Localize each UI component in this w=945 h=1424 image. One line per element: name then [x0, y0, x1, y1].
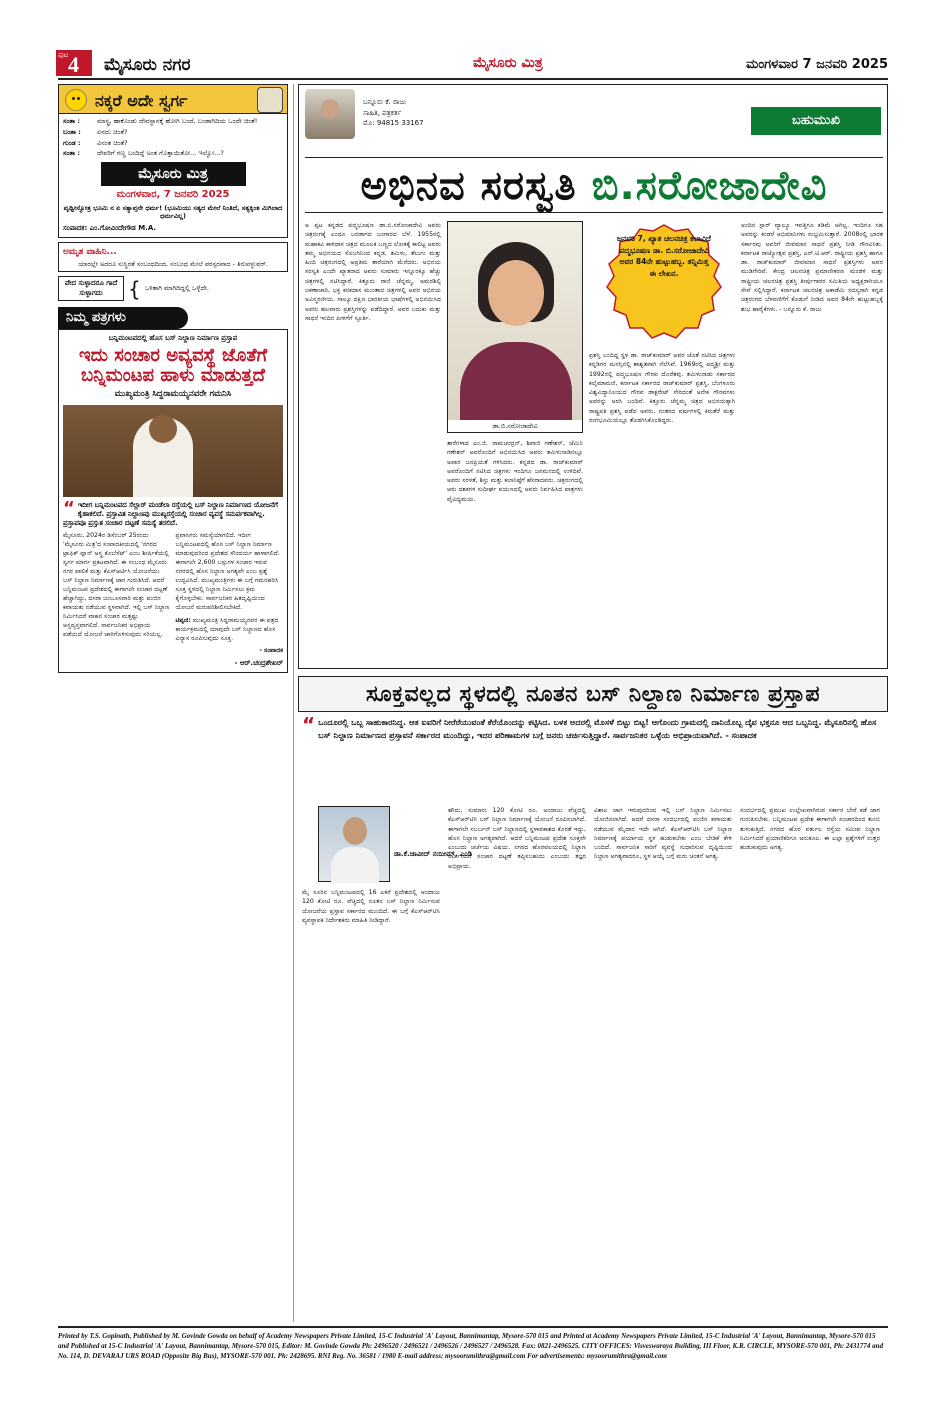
feature-col-2: ತಾರೆಗಳಾದ ಎಂ.ಜಿ. ರಾಮಚಂದ್ರನ್, ಶಿವಾಜಿ ಗಣೇಶನ್, ಜೆಮಿನಿ ಗಣೇಶನ್ ಅವರೊಂದಿಗೆ ಅಭಿನಯಿಸಿದ ಅವರು ತಮಿಳುನಾಡಿನಲ್ಲೂ ಅಪಾರ ಜನಪ್ರಿಯತೆ ಗಳಿಸಿದರು. ಕನ್ನಡದ ಡಾ. ರಾಜ್‌ಕುಮಾರ್ ಅವರೊಂದಿಗೆ ನಟಿಸಿದ ಚಿತ್ರಗಳು ಇಂದಿಗೂ ಜನಮನದಲ್ಲಿ ಉಳಿದಿವೆ. ಅವರು ಸರಳತೆ, ಶಿಸ್ತು ಮತ್ತು ಕಲಾನಿಷ್ಠೆಗೆ ಹೆಸರಾದವರು. ಚಿತ್ರರಂಗದಲ್ಲಿ ಆರು ದಶಕಗಳ ಸುದೀರ್ಘ ಪಯಣದಲ್ಲಿ ಅವರು ನಿರ್ವಹಿಸಿದ ಪಾತ್ರಗಳು ವೈವಿಧ್ಯಮಯ. [447, 440, 583, 503]
callout-text: ಜನವರಿ 7, ಖ್ಯಾತ ಚಲನಚಿತ್ರ ಕಲಾವಿದೆ ಪದ್ಮಭೂಷಣ ಡಾ. ಬಿ.ಸರೋಜಾದೇವಿ ಅವರ 84ನೇ ಹುಟ್ಟುಹಬ್ಬ. ತನ್ನಿಮಿತ್ತ ಈ ಲೇಖನ. [617, 234, 711, 278]
feature-col-3: ಪ್ರಶಸ್ತಿ ಬಂದಿದ್ದ ಸ್ಥಳ ಡಾ. ರಾಜ್‌ಕುಮಾರ್ ಅವರ ಜೊತೆ ನಟಿಸಿದ ಚಿತ್ರಗಳು ಕನ್ನಡಿಗರ ಮನಸ್ಸಿನಲ್ಲಿ ಶಾಶ್ವತವಾಗಿ ನೆಲೆಸಿವೆ. 1969ರಲ್ಲಿ ಪದ್ಮಶ್ರೀ ಮತ್ತು 1992ರಲ್ಲಿ ಪದ್ಮಭೂಷಣ ಗೌರವ ದೊರೆತವು. ತಮಿಳುನಾಡು ಸರ್ಕಾರದ ಕಲೈಮಾಮಣಿ, ಕರ್ನಾಟಕ ಸರ್ಕಾರದ ರಾಜ್‌ಕುಮಾರ್ ಪ್ರಶಸ್ತಿ, ಬೆಂಗಳೂರು ವಿಶ್ವವಿದ್ಯಾನಿಲಯದ ಗೌರವ ಡಾಕ್ಟರೇಟ್ ಸೇರಿದಂತೆ ಅನೇಕ ಗೌರವಗಳು ಅವರನ್ನು ಅರಸಿ ಬಂದಿವೆ. ಕಿತ್ತೂರು ಚೆನ್ನಮ್ಮ ಚಿತ್ರದ ಅಭಿನಯಕ್ಕಾಗಿ ರಾಷ್ಟ್ರಪತಿ ಪ್ರಶಸ್ತಿ ಪಡೆದ ಅವರು, ನಂತರದ ವರ್ಷಗಳಲ್ಲಿ ಕಿರುತೆರೆ ಮತ್ತು ರಂಗಭೂಮಿಯಲ್ಲೂ ತೊಡಗಿಸಿಕೊಂಡಿದ್ದರು. [589, 352, 735, 425]
bus-col-1: ಮೈ ಸೂರಿನ ಬನ್ನಿಮಂಟಪದಲ್ಲಿ 16 ಎಕರೆ ಪ್ರದೇಶದಲ್ಲಿ ಅಂದಾಜು 120 ಕೋಟಿ ರೂ. ವೆಚ್ಚದಲ್ಲಿ ನೂತನ ಬಸ್ ನಿಲ್ದಾಣ ನಿರ್ಮಿಸುವ ಯೋಜನೆಯ ಪ್ರಸ್ತಾಪ ಸರ್ಕಾರದ ಮುಂದಿದೆ. ಈ ಬಗ್ಗೆ ಕೆಎಸ್‌ಆರ್‌ಟಿಸಿ ವ್ಯವಸ್ಥಾಪಕ ನಿರ್ದೇಶಕರು ಮಾಹಿತಿ ನೀಡಿದ್ದಾರೆ. [302, 889, 440, 924]
letter-pullquote: “ ಇದೀಗ ಬನ್ನಿಮಂಟಪದ ಸೆಲ್ಲಾರ್ ಮಂಡೆಲಾ ರಸ್ತೆಯಲ್ಲಿ ಬಸ್ ನಿಲ್ದಾಣ ನಿರ್ಮಾಣದ ಯೋಜನೆಗೆ ಕೈಹಾಕಲಿದೆ. ಪ್ರಸ್ತಾವಿತ ನಿಲ್ದಾಣವು ಮುಖ್ಯರಸ್ತೆಯಲ್ಲಿ ಸಂಚಾರ ವ್ಯವಸ್ಥೆ ಸಮರ್ಪಕವಾಗಿಲ್ಲ. ಪ್ರಸ್ತಾಪವೂ ಪ್ರಸ್ತುತ ಸಂಚಾರ ದಟ್ಟಣೆ ಸಮಸ್ಯೆ ತರಲಿದೆ. [63, 497, 278, 527]
proverb: ವೇದ ಸುಳ್ಳಾದರೂ ಗಾದೆ ಸುಳ್ಳಾಗದು [58, 276, 124, 301]
mini-masthead-motto: ಪೃಥ್ವೀಸ್ವೋತ್ರ ಭೂಮಿ ನ ಏ ಸತ್ಯಾಪ್ತನೇ ಧರ್ಮ! (ಭೂಮಿಯು ಸತ್ಯದ ಮೇಲೆ ನಿಂತಿದೆ, ಸತ್ಯಕ್ಕಿಂತ ಮಿಗಿಲಾದ ಧರ್ಮವಿಲ್ಲ) [63, 203, 283, 221]
humor-title: ನಕ್ಕರೆ ಅದೇ ಸ್ವರ್ಗ [95, 91, 188, 110]
editor-line: ಸಂಪಾದಕ: ಎಂ.ಗೋವಿಂದೇಗೌಡ M.A. [63, 224, 157, 233]
page-masthead [58, 50, 888, 80]
left-column [58, 84, 288, 673]
letter-article [58, 329, 288, 673]
page-label: ಪುಟ [58, 51, 69, 59]
column-divider [293, 84, 294, 1322]
letter-col-2: ಪ್ರವಾಸಿಗರು ಸಮಸ್ಯೆಯಾಗಲಿದೆ. ಇದೀಗ ಬನ್ನಿಮಂಟಪದಲ್ಲಿ ಹೊಸ ಬಸ್ ನಿಲ್ದಾಣ ನಿರ್ಮಾಣ ಮಾಡುವುದರಿಂದ ಪ್ರದೇಶದ ಸೌಂದರ್ಯ ಹಾಳಾಗಲಿದೆ. ಈಗಾಗಲೇ 2,600 ಬಸ್ಸುಗಳ ಸಂಚಾರ ಇರುವ ನಗರದಲ್ಲಿ ಹೊಸ ನಿಲ್ದಾಣ ಅಗತ್ಯವೇ ಎಂಬ ಪ್ರಶ್ನೆ ಉದ್ಭವಿಸಿದೆ. ಮುಖ್ಯಮಂತ್ರಿಗಳು ಈ ಬಗ್ಗೆ ಗಮನಹರಿಸಿ ಸೂಕ್ತ ಸ್ಥಳದಲ್ಲಿ ನಿಲ್ದಾಣ ನಿರ್ಮಿಸಲು ಕ್ರಮ ಕೈಗೊಳ್ಳಬೇಕು. ಸಾರ್ವಜನಿಕರ ಹಿತದೃಷ್ಟಿಯಿಂದ ಯೋಜನೆ ಮರುಪರಿಶೀಲಿಸಬೇಕಿದೆ. ಟಿಪ್ಪಣಿ: ಮುಖ್ಯಮಂತ್ರಿ ಸಿದ್ದರಾಮಯ್ಯನವರ ಈ ಪತ್ರದ ಕಾರ್ಯಕ್ರಮದಲ್ಲಿ ಯಾವುದೇ ಬಸ್ ನಿಲ್ದಾಣದ ಹೊಸ ವಿನ್ಯಾಸ ರೂಪಿಸುವುದು ಸೂಕ್ತ. - ಸಂಪಾದಕ [175, 532, 283, 654]
joke-line: ಸಂತಾ : ದೇವರಿಗೆ ಗಣ್ಣ ಬಂದಿದ್ದೆ ಅಂತ ಗೊತ್ತಾಯಿತೋ... ಇಲ್ವೋ...? [63, 149, 224, 158]
joke-line: ಬಂತಾ : ಏನದು ಚಿಂತೆ? [63, 127, 128, 136]
humor-box [58, 114, 288, 238]
mini-masthead-date: ಮಂಗಳವಾರ, 7 ಜನವರಿ 2025 [116, 189, 230, 201]
cartoon-figure-icon [257, 87, 283, 113]
photo-caption: ಡಾ.ಬಿ.ಸರೋಜಾದೇವಿ [448, 420, 582, 432]
section-tag: ಬಹುಮುಖಿ [751, 107, 881, 135]
proverb-meaning: ಒಳಿತಾಗಿ ಮಾಗಿದಿದ್ದಲ್ಲಿ ಒಳ್ಳೆದೇ. [144, 284, 209, 293]
bus-col-3: ವಿಶಾಲ ಜಾಗ ಇರುವುದರಿಂದ ಇಲ್ಲಿ ಬಸ್ ನಿಲ್ದಾಣ ನಿರ್ಮಿಸಲು ಯೋಜಿಸಲಾಗಿದೆ. ಆದರೆ ದಸರಾ ಸಂದರ್ಭದಲ್ಲಿ ಪಂಜಿನ ಕವಾಯತು ನಡೆಯುವ ಮೈದಾನ ಇದೇ ಆಗಿದೆ. ಕೆಎಸ್‌ಆರ್‌ಟಿಸಿ ಬಸ್ ನಿಲ್ದಾಣ ನಿರ್ಮಾಣಕ್ಕೆ ಪರ್ಯಾಯ ಸ್ಥಳ ಹುಡುಕಬೇಕು ಎಂಬ ಬೇಡಿಕೆ ಕೇಳಿ ಬಂದಿದೆ. ಸಾರ್ವಜನಿಕ ಸಾರಿಗೆ ವ್ಯವಸ್ಥೆ ಸುಧಾರಿಸುವ ದೃಷ್ಟಿಯಿಂದ ನಿಲ್ದಾಣ ಅಗತ್ಯವಾದರೂ, ಸ್ಥಳ ಆಯ್ಕೆ ಬಗ್ಗೆ ಮರು ಚಿಂತನೆ ಅಗತ್ಯ. [594, 807, 732, 861]
letter-subhead: ಮುಖ್ಯಮಂತ್ರಿ ಸಿದ್ದರಾಮಯ್ಯನವರೇ ಗಮನಿಸಿ [114, 389, 232, 400]
quote-mark-icon: “ [302, 713, 316, 737]
amrita-quote: ಯಾರಲ್ಲೇ ಅದರೂ ಸುಸ್ಥಿರತೆ ಸಂಬಂಧದಿಂದ, ಸಂಬಂಧ ಮೇಲೆ ಪರಸ್ಪರವಾದ - ತಿರುವಳ್ಳುವರ್. [78, 259, 268, 268]
joke-line: ಗುಂಡ : ವಿನಂತ ಚಿಂತೆ? [63, 138, 128, 147]
joke-line: ಸಂತಾ : ಮಾಸ್ಟ್ರ, ಹಾಕೊಂಡು ದೇವಸ್ಥಾನಕ್ಕೆ ಹೋಗಿ ಬಂದೆ, ಬಂಡಾಗಿದಿಯ ಒಂದೇ ಚಿಂತೆ! [63, 117, 258, 125]
humor-header [58, 84, 288, 114]
issue-date: ಮಂಗಳವಾರ 7 ಜನವರಿ 2025 [745, 57, 888, 72]
bus-body [298, 806, 888, 1334]
feature-article [298, 84, 888, 669]
feature-body [305, 221, 883, 665]
official-photo [318, 806, 390, 882]
bus-col-4: ಸಂದರ್ಭದಲ್ಲಿ ಪ್ರಮುಖ ಉಲ್ಲೇಖವಾಗಿರುವ ಸರ್ಕಾರ ಬೇರೆ ಕಡೆ ಜಾಗ ಗುರುತಿಸಬೇಕು. ಬನ್ನಿಮಂಟಪ ಪ್ರದೇಶ ಈಗಾಗಲೇ ಸಂಚಾರದಿಂದ ತುಂಬಿ ತುಳುಕುತ್ತಿದೆ. ನಗರದ ಹೊರ ವರ್ತುಲ ರಸ್ತೆಯ ಸಮೀಪ ನಿಲ್ದಾಣ ನಿರ್ಮಿಸಿದರೆ ಪ್ರಯಾಣಿಕರಿಗೂ ಅನುಕೂಲ. ಈ ಎಲ್ಲಾ ಪ್ರಶ್ನೆಗಳಿಗೆ ಉತ್ತರ ಹುಡುಕುವುದು ಅಗತ್ಯ. [740, 807, 880, 852]
official-caption: ಡಾ.ಕೆ.ಜಾವೀದ್ ನಯೀಮ್, ಎಂಡಿ [394, 850, 473, 858]
letter-col-1: ಮೈಸೂರು, 2024ರ ಡಿಸೆಂಬರ್ 25ರಂದು 'ಮೈಸೂರು ಮಿತ್ರ'ದ ಸಂಪಾದಕೀಯದಲ್ಲಿ 'ನಗರದ ಟ್ರಾಫಿಕ್ ಪ್ಲಾನ್ ಅಸ್ತ್ರ ಕೊಬೆಸೆಟ್' ಎಂಬ ಶೀರ್ಷಿಕೆಯಲ್ಲಿ ಸ್ವರ್ಗ ಮಾರ್ಗ ಪ್ರಕಟವಾಗಿದೆ. ಈ ಸಂಬಂಧ ಮೈಸೂರು ನಗರ ಪಾಲಿಕೆ ಮತ್ತು ಕೆಎಸ್ಆರ್ಟಿಸಿ ಯೋಜನೆಯು ಬಸ್ ನಿಲ್ದಾಣ ನಿರ್ಮಾಣಕ್ಕೆ ಜಾಗ ಗುರುತಿಸಿದೆ. ಆದರೆ ಬನ್ನಿಮಂಟಪ ಪ್ರದೇಶದಲ್ಲಿ ಈಗಾಗಲೇ ಸಂಚಾರ ದಟ್ಟಣೆ ಹೆಚ್ಚಾಗಿದ್ದು, ದಸರಾ ಜಂಬೂಸವಾರಿ ಮತ್ತು ಪಂಜಿನ ಕವಾಯತು ನಡೆಯುವ ಸ್ಥಳವಾಗಿದೆ. ಇಲ್ಲಿ ಬಸ್ ನಿಲ್ದಾಣ ನಿರ್ಮಿಸಿದರೆ ವಾಹನ ಸಂಚಾರ ಮತ್ತಷ್ಟು ಅಸ್ತವ್ಯಸ್ತವಾಗಲಿದೆ. ಸಾರ್ವಜನಿಕರ ಅಭಿಪ್ರಾಯ ಪಡೆಯದೆ ಯೋಜನೆ ಜಾರಿಗೊಳಿಸುವುದು ಸರಿಯಲ್ಲ. [63, 532, 170, 638]
bus-headline: ಸೂಕ್ತವಲ್ಲದ ಸ್ಥಳದಲ್ಲಿ ನೂತನ ಬಸ್ ನಿಲ್ದಾಣ ನಿರ್ಮಾಣ ಪ್ರಸ್ತಾಪ [298, 676, 888, 712]
actress-portrait [447, 221, 583, 433]
laughing-face-icon [65, 89, 87, 111]
chief-minister-photo [63, 405, 283, 497]
amrita-title: ಅಮೃತ ವಾಹಿನಿ... [63, 246, 117, 257]
proverb-box [58, 276, 288, 301]
author-block [305, 89, 705, 139]
author-role: ಸಾಹಿತಿ, ಪತ್ರಕರ್ತ [363, 108, 402, 117]
author-name: ಬನ್ನೂರು ಕೆ. ರಾಜು [363, 98, 407, 106]
paper-name: ಮೈಸೂರು ಮಿತ್ರ [473, 55, 543, 71]
letter-author: - ಆರ್.ಚಂದ್ರಶೇಖರ್ [234, 658, 283, 667]
letter-body [63, 532, 283, 656]
letter-kicker: ಬನ್ನಿಮಂಟಪದಲ್ಲಿ ಹೊಸ ಬಸ್ ನಿಲ್ದಾಣ ನಿರ್ಮಾಣ ಪ್ರಸ್ತಾಪ [108, 334, 238, 343]
feature-col-4: ಅಂದಿನ ಸ್ಟಾರ್ ವ್ಯಾಲ್ಯೂ ಇವತ್ತಿಗೂ ಕಡಿಮೆ ಆಗಿಲ್ಲ. ಇಂದಿಗೂ ಸಹ ಅವರನ್ನು ಕಂಡರೆ ಅಭಿಮಾನಿಗಳು ಸಂಭ್ರಮಿಸುತ್ತಾರೆ. 2008ರಲ್ಲಿ ಭಾರತ ಸರ್ಕಾರವು ಅವರಿಗೆ ಜೀವಮಾನ ಸಾಧನೆ ಪ್ರಶಸ್ತಿ ನೀಡಿ ಗೌರವಿಸಿತು. ಕರ್ನಾಟಕ ರಾಜ್ಯೋತ್ಸವ ಪ್ರಶಸ್ತಿ, ಎನ್.ಟಿ.ಆರ್. ರಾಷ್ಟ್ರೀಯ ಪ್ರಶಸ್ತಿ ಹಾಗೂ ಡಾ. ರಾಜ್‌ಕುಮಾರ್ ಜೀವಮಾನ ಸಾಧನೆ ಪ್ರಶಸ್ತಿಗಳು ಅವರ ಮುಡಿಗೇರಿವೆ. ಕೇಂದ್ರ ಚಲನಚಿತ್ರ ಪ್ರಮಾಣೀಕರಣ ಮಂಡಳಿ ಮತ್ತು ರಾಷ್ಟ್ರೀಯ ಚಲನಚಿತ್ರ ಪ್ರಶಸ್ತಿ ತೀರ್ಪುಗಾರರ ಸಮಿತಿಯ ಅಧ್ಯಕ್ಷರಾಗಿಯೂ ಸೇವೆ ಸಲ್ಲಿಸಿದ್ದಾರೆ. ಕರ್ನಾಟಕ ಚಲನಚಿತ್ರ ಅಕಾಡೆಮಿ ಸದಸ್ಯರಾಗಿ ಕನ್ನಡ ಚಿತ್ರರಂಗದ ಬೆಳವಣಿಗೆಗೆ ಕೊಡುಗೆ ನೀಡಿದ ಅವರ 84ನೇ ಹುಟ್ಟುಹಬ್ಬಕ್ಕೆ ಶುಭ ಹಾರೈಕೆಗಳು. - ಬನ್ನೂರು ಕೆ. ರಾಜು [741, 222, 883, 313]
quote-mark-icon: “ [63, 497, 75, 519]
brace-glyph: { [128, 276, 141, 301]
mini-masthead-logo: ಮೈಸೂರು ಮಿತ್ರ [101, 162, 246, 186]
bus-col-2: ಹೌದು, ಸುಮಾರು 120 ಕೋಟಿ ರೂ. ಅಂದಾಜು ವೆಚ್ಚದಲ್ಲಿ ಕೆಎಸ್‌ಆರ್‌ಟಿಸಿ ಬಸ್ ನಿಲ್ದಾಣ ನಿರ್ಮಾಣಕ್ಕೆ ಯೋಜನೆ ರೂಪಿಸಲಾಗಿದೆ. ಈಗಾಗಲೇ ಸಬರ್ಬನ್ ಬಸ್ ನಿಲ್ದಾಣದಲ್ಲಿ ಸ್ಥಳಾವಕಾಶದ ಕೊರತೆ ಇದ್ದು, ಹೊಸ ನಿಲ್ದಾಣ ಅಗತ್ಯವಾಗಿದೆ. ಆದರೆ ಬನ್ನಿಮಂಟಪ ಪ್ರದೇಶ ಸೂಕ್ತವೇ ಎಂಬುದು ಚರ್ಚೆಯ ವಿಷಯ. ನಗರದ ಹೊರವಲಯದಲ್ಲಿ ನಿಲ್ದಾಣ ನಿರ್ಮಿಸಿದರೆ ಸಂಚಾರ ದಟ್ಟಣೆ ತಪ್ಪಿಸಬಹುದು ಎಂಬುದು ತಜ್ಞರ ಅಭಿಪ್ರಾಯ. [448, 807, 586, 870]
letters-section-header: ನಿಮ್ಮ ಪತ್ರಗಳು [58, 307, 188, 329]
birthday-callout [595, 221, 733, 345]
amrita-box [58, 242, 288, 273]
print-imprint: Printed by T.S. Gopinath, Published by M. Govinde Gowda on behalf of Academy Newspapers Private Limited, 15-C Industrial 'A' Layout, Bannimantap, Mysore-570 015 and Printed at Academy Newspapers Private Limited, 15-C Industrial 'A' Layout, Bannimantap, Mysore-570 015 and Published at 15-C Industrial 'A' Layout, Bannimantap, Mysore-570 015, Editor: M. Govinde Gowda Ph: 2496520 / 2496521 / 2496526 / 2496527 / 2496528. Fax: 0821-2496525. CITY OFFICES: Visveswaraya Building, III Floor, K.R. CIRCLE, MYSORE-570 001, Ph: 2431774 and No. 114, D. DEVARAJ URS ROAD (Opposite Big Bus), MYSORE-570 001. Ph: 2428695. RNI Reg. No. 36581 / 1980 E-mail address: mysoorumithra@gmail.com For advertisements: mysoorumithra@gmail.com [58, 1326, 888, 1361]
headline-part-2: ಬಿ.ಸರೋಜಾದೇವಿ [591, 163, 828, 209]
letter-signoff: - ಸಂಪಾದಕ [259, 646, 283, 654]
section-name: ಮೈಸೂರು ನಗರ [104, 55, 191, 75]
letter-note: ಮುಖ್ಯಮಂತ್ರಿ ಸಿದ್ದರಾಮಯ್ಯನವರ ಈ ಪತ್ರದ ಕಾರ್ಯಕ್ರಮದಲ್ಲಿ ಯಾವುದೇ ಬಸ್ ನಿಲ್ದಾಣದ ಹೊಸ ವಿನ್ಯಾಸ ರೂಪಿಸುವುದು ಸೂಕ್ತ. [175, 616, 279, 642]
headline-part-1: ಅಭಿನವ ಸರಸ್ವತಿ [360, 163, 577, 209]
letter-headline: ಇದು ಸಂಚಾರ ಅವ್ಯವಸ್ಥೆ ಜೊತೆಗೆ ಬನ್ನಿಮಂಟಪ ಹಾಳು ಮಾಡುತ್ತದೆ [78, 344, 268, 387]
author-phone: ಮೊ: 94815 33167 [363, 119, 424, 127]
author-photo [305, 89, 355, 139]
bus-stand-article [298, 676, 888, 924]
note-label: ಟಿಪ್ಪಣಿ: [175, 616, 191, 624]
feature-headline [305, 157, 883, 213]
bus-deck: “ ಒಂದೂರಲ್ಲಿ ಒಬ್ಬ ಸಾಹುಕಾರನಿದ್ದ. ಆತ ಐವರಿಗೆ ನೀರೆರೆಯುವಂತೆ ಕೆರೆಯೊಂದನ್ನು ಕಟ್ಟಿಸಿದ. ಬಳಕ ಅದರಲ್ಲಿ ಮೊಸಳೆ ಬಿಟ್ಟು ಬಿಟ್ಟ! ಆಗೊಂದು ಗ್ರಾಮದಲ್ಲಿ ದಾನಿಯೊಬ್ಬ ದೈವ ಭಕ್ತನೂ ಆದ ಒಬ್ಬನಿದ್ದ. ಮೈಸೂರಿನಲ್ಲಿ ಹೊಸ ಬಸ್ ನಿಲ್ದಾಣ ನಿರ್ಮಾಣದ ಪ್ರಸ್ತಾವನೆ ಸರ್ಕಾರದ ಮುಂದಿದ್ದು, ಇದರ ಪರಿಣಾಮಗಳ ಬಗ್ಗೆ ಜನರು ಚರ್ಚಿಸುತ್ತಿದ್ದಾರೆ. ಸಾರ್ವಜನಿಕರ ಒಳ್ಳೆಯ ಅಭಿಪ್ರಾಯವಾಗಿದೆ. - ಸಂಪಾದಕ [302, 713, 877, 740]
page-number: 4 [68, 52, 79, 77]
page-number-tag [56, 50, 92, 76]
feature-col-1: ಅ ಪ್ಪಟ ಕನ್ನಡದ ಪದ್ಮಭೂಷಣ ಡಾ.ಬಿ.ಸರೋಜಾದೇವಿ ಅವರು ಚಿತ್ರರಂಗಕ್ಕೆ ಎಂದೂ ಬರಡಾಗದ ಬಂಗಾರದ ಬೆಳೆ. 1955ರಲ್ಲಿ ಮಹಾಕವಿ ಕಾಳಿದಾಸ ಚಿತ್ರದ ಮೂಲಕ ಬಣ್ಣದ ಲೋಕಕ್ಕೆ ಕಾಲಿಟ್ಟ ಅವರು ತಮ್ಮ ಅಭಿನಯದ ಸೊಬಗಿನಿಂದ ಕನ್ನಡ, ತಮಿಳು, ತೆಲುಗು ಮತ್ತು ಹಿಂದಿ ಚಿತ್ರರಂಗದಲ್ಲಿ ಅಪ್ರತಿಮ ತಾರೆಯಾಗಿ ಮೆರೆದರು. ಅಭಿನಯ ಸರಸ್ವತಿ ಎಂದೇ ಖ್ಯಾತರಾದ ಅವರು ಸುಮಾರು ಇನ್ನೂರಕ್ಕೂ ಹೆಚ್ಚು ಚಿತ್ರಗಳಲ್ಲಿ ನಟಿಸಿದ್ದಾರೆ. ಕಿತ್ತೂರು ರಾಣಿ ಚೆನ್ನಮ್ಮ, ಅಮರಶಿಲ್ಪಿ ಜಕಣಾಚಾರಿ, ಭಕ್ತ ಕನಕದಾಸ ಮುಂತಾದ ಚಿತ್ರಗಳಲ್ಲಿ ಅವರ ಅಭಿನಯ ಅವಿಸ್ಮರಣೀಯ. ನಾಲ್ಕೂ ದಕ್ಷಿಣ ಭಾರತೀಯ ಭಾಷೆಗಳಲ್ಲಿ ಅಭಿನಯಿಸಿದ ಅವರು ಹಲವಾರು ಪ್ರಶಸ್ತಿಗಳನ್ನು ಪಡೆದಿದ್ದಾರೆ. ಅವರ ಬದುಕು ಮತ್ತು ಸಾಧನೆ ಇಂದಿನ ಪೀಳಿಗೆಗೆ ಸ್ಫೂರ್ತಿ. [305, 222, 441, 322]
